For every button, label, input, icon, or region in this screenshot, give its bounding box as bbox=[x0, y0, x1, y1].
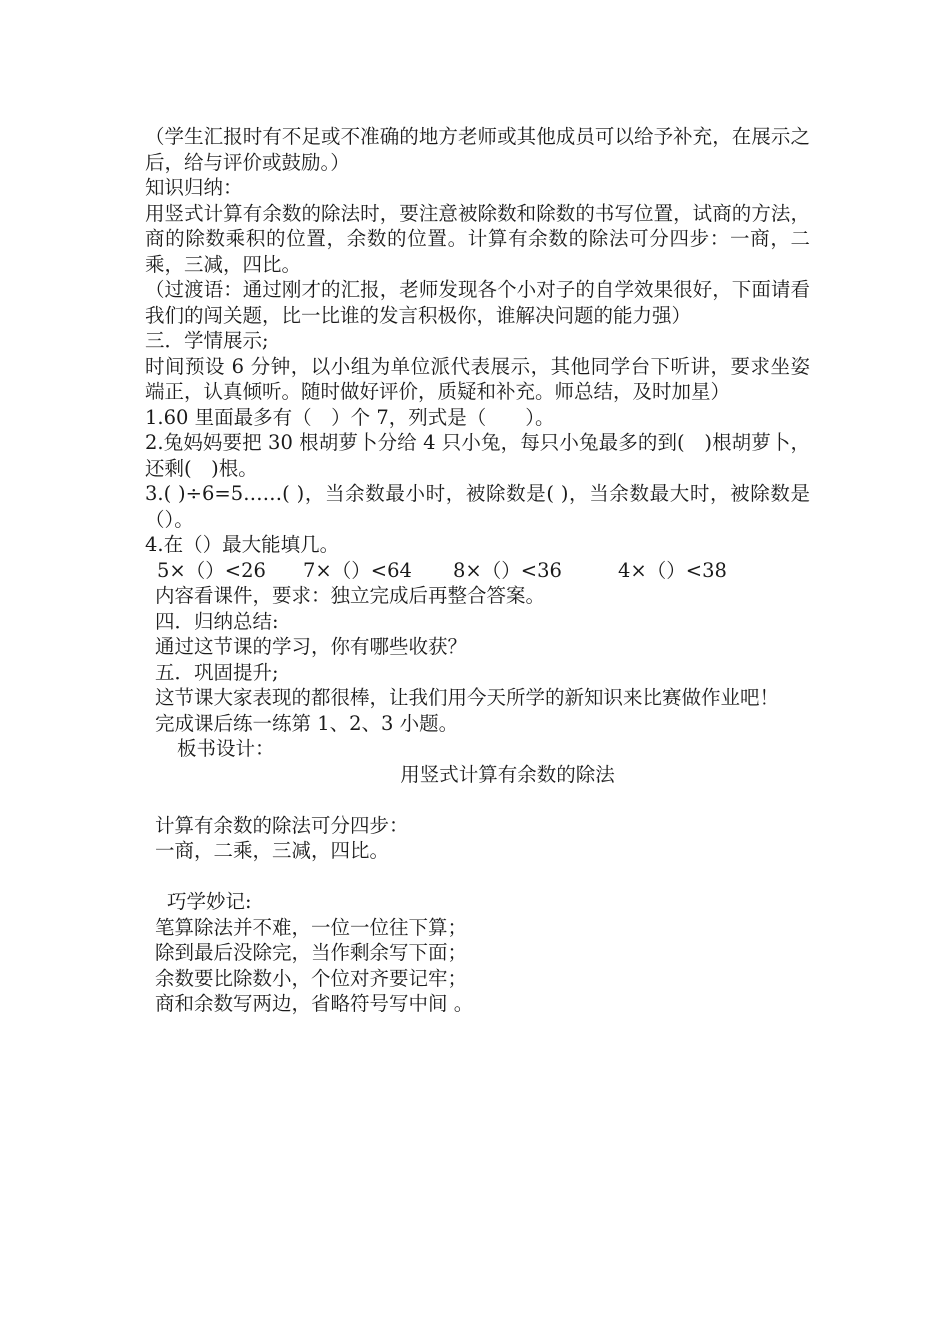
paragraph-knowledge: 用竖式计算有余数的除法时，要注意被除数和除数的书写位置，试商的方法，商的除数乘积的位置，余数的位置。计算有余数的除法可分四步：一商，二乘，三减，四比。 bbox=[145, 201, 810, 276]
paragraph-section-5: 这节课大家表现的都很棒，让我们用今天所学的新知识来比赛做作业吧！ bbox=[155, 686, 780, 709]
document-body bbox=[145, 124, 810, 1017]
paragraph-courseware: 内容看课件，要求：独立完成后再整合答案。 bbox=[155, 584, 546, 607]
inequality-item: 4×（）<38 bbox=[618, 558, 727, 582]
paragraph-section-3: 时间预设 6 分钟，以小组为单位派代表展示，其他同学台下听讲，要求坐姿端正，认真倾听。随时做好评价，质疑和补充。师总结，及时加星） bbox=[145, 354, 810, 403]
board-title: 用竖式计算有余数的除法 bbox=[400, 762, 615, 786]
heading-knowledge-summary: 知识归纳： bbox=[145, 176, 243, 199]
tip-line-1: 笔算除法并不难，一位一位往下算； bbox=[155, 915, 468, 939]
tip-title: 巧学妙记: bbox=[167, 890, 252, 913]
question-1: 1.60 里面最多有（ ）个 7，列式是（ ）。 bbox=[145, 405, 555, 429]
question-4: 4.在（）最大能填几。 bbox=[145, 533, 340, 556]
board-line-2: 一商，二乘，三减，四比。 bbox=[155, 839, 390, 862]
question-3: 3.( )÷6=5……( )，当余数最小时，被除数是( )，当余数最大时，被除数是（）。 bbox=[145, 482, 810, 531]
paragraph-transition: （过渡语：通过刚才的汇报，老师发现各个小对子的自学效果很好，下面请看我们的闯关题，比一比谁的发言积极你，谁解决问题的能力强） bbox=[145, 278, 810, 327]
inequality-item: 8×（）<36 bbox=[453, 558, 562, 582]
question-2: 2.兔妈妈要把 30 根胡萝卜分给 4 只小兔，每只小兔最多的到( )根胡萝卜，还剩( )根。 bbox=[145, 431, 810, 480]
tip-line-2: 除到最后没除完，当作剩余写下面； bbox=[155, 941, 468, 964]
inequality-item: 7×（）<64 bbox=[303, 558, 412, 582]
inequality-row bbox=[145, 558, 810, 584]
heading-section-4: 四．归纳总结: bbox=[155, 609, 279, 633]
board-line-1: 计算有余数的除法可分四步： bbox=[155, 813, 409, 837]
paragraph-section-4: 通过这节课的学习，你有哪些收获？ bbox=[155, 635, 468, 658]
heading-section-5: 五．巩固提升; bbox=[155, 660, 279, 684]
tip-line-4: 商和余数写两边，省略符号写中间 。 bbox=[155, 992, 474, 1015]
tip-line-3: 余数要比除数小，个位对齐要记牢； bbox=[155, 966, 468, 990]
heading-section-3: 三．学情展示; bbox=[145, 329, 269, 352]
paragraph-homework: 完成课后练一练第 1、2、3 小题。 bbox=[155, 711, 459, 735]
inequality-item: 5×（）<26 bbox=[157, 558, 266, 582]
paragraph-supplement: （学生汇报时有不足或不准确的地方老师或其他成员可以给予补充，在展示之后，给与评价或鼓励。） bbox=[145, 125, 810, 174]
board-design-label: 板书设计： bbox=[177, 737, 275, 760]
